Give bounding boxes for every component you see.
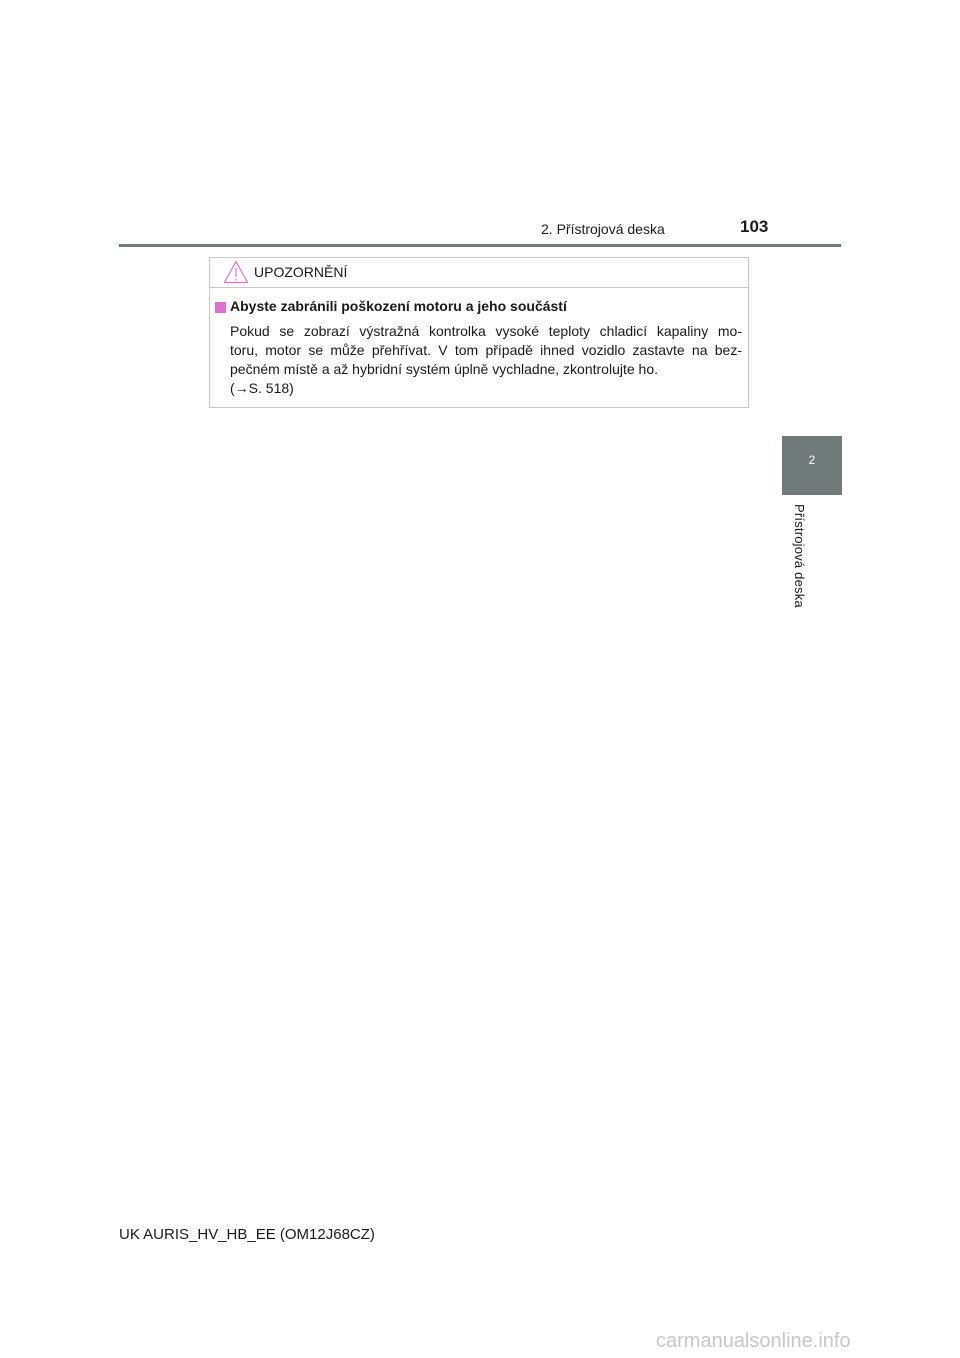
- chapter-tab: [782, 436, 842, 495]
- page-reference: (→S. 518): [230, 380, 294, 396]
- caution-title: UPOZORNĚNÍ: [254, 264, 348, 280]
- header-divider: [119, 244, 841, 247]
- caution-heading: Abyste zabránili poškození motoru a jeho součástí: [230, 298, 567, 314]
- caution-line: toru, motor se může přehřívat. V tom případě ihned vozidlo zastavte na bez-: [230, 342, 742, 358]
- caution-header: [210, 258, 748, 288]
- section-title: 2. Přístrojová deska: [541, 221, 665, 237]
- chapter-number: 2: [808, 453, 816, 467]
- caution-body: [230, 322, 742, 398]
- caution-line: Pokud se zobrazí výstražná kontrolka vysoké teploty chladicí kapaliny mo-: [230, 323, 742, 339]
- chapter-label: Přístrojová deska: [792, 504, 807, 608]
- document-code: UK AURIS_HV_HB_EE (OM12J68CZ): [119, 1226, 375, 1243]
- watermark: carmanualsonline.info: [656, 1330, 851, 1352]
- caution-box: [209, 257, 749, 408]
- caution-line: pečném místě a až hybridní systém úplně vychladne, zkontrolujte ho.: [230, 361, 658, 377]
- bullet-square-icon: [215, 302, 226, 313]
- warning-triangle-icon: [223, 260, 249, 284]
- page-number: 103: [740, 217, 769, 236]
